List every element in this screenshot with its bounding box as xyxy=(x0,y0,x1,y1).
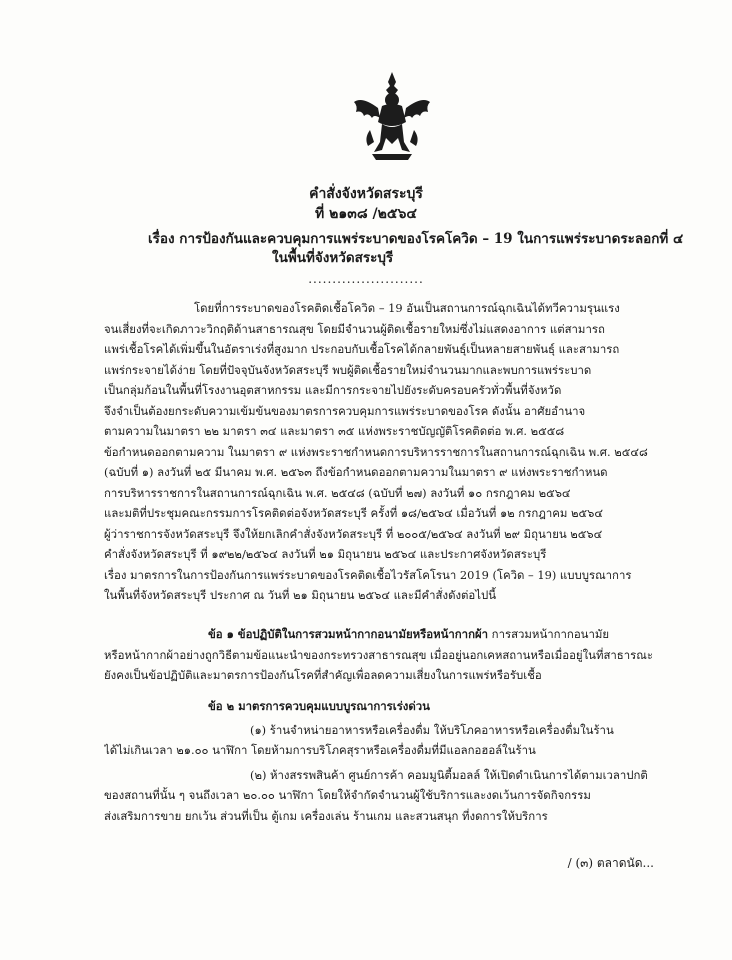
preamble-line: ข้อกำหนดออกตามความ ในมาตรา ๙ แห่งพระราชกำหนดการบริหารราชการในสถานการณ์ฉุกเฉิน พ.ศ. ๒๕๔๘ xyxy=(104,444,648,459)
preamble-line: (ฉบับที่ ๑) ลงวันที่ ๒๕ มีนาคม พ.ศ. ๒๕๖๓ ถึงข้อกำหนดออกตามความในมาตรา ๙ แห่งพระราชกำหนด xyxy=(104,465,608,479)
preamble-paragraph xyxy=(104,298,654,606)
preamble-line: เป็นกลุ่มก้อนในพื้นที่โรงงานอุตสาหกรรม และมีการกระจายไปยังระดับครอบครัวทั่วพื้นที่จังหวัด xyxy=(104,383,562,397)
preamble-line: การบริหารราชการในสถานการณ์ฉุกเฉิน พ.ศ. ๒๕๔๘ (ฉบับที่ ๒๗) ลงวันที่ ๑๐ กรกฎาคม ๒๕๖๔ xyxy=(104,485,571,500)
preamble-line: และมติที่ประชุมคณะกรรมการโรคติดต่อจังหวัดสระบุรี ครั้งที่ ๑๘/๒๕๖๔ เมื่อวันที่ ๑๒ กรกฎาคม ๒๕๖๔ xyxy=(104,506,603,520)
preamble-line: คำสั่งจังหวัดสระบุรี ที่ ๑๙๒๒/๒๕๖๔ ลงวันที่ ๒๑ มิถุนายน ๒๕๖๔ และประกาศจังหวัดสระบุรี xyxy=(104,547,547,561)
order-subject xyxy=(148,230,708,268)
preamble-line: ตามความในมาตรา ๒๒ มาตรา ๓๔ และมาตรา ๓๕ แห่งพระราชบัญญัติโรคติดต่อ พ.ศ. ๒๕๕๘ xyxy=(104,424,565,438)
preamble-line: แพร่กระจายได้ง่าย โดยที่ปัจจุบันจังหวัดสระบุรี พบผู้ติดเชื้อรายใหม่จำนวนมากและพบการแพร่ระบาด xyxy=(104,362,592,377)
order-header xyxy=(0,184,732,224)
clause-1-lead: การสวมหน้ากากอนามัย xyxy=(488,627,610,641)
preamble-line: เรื่อง มาตรการในการป้องกันการแพร่ระบาดของโรคติดเชื้อไวรัสโคโรนา 2019 (โควิด – 19) แบบบูรณาการ xyxy=(104,567,632,582)
preamble-line: ในพื้นที่จังหวัดสระบุรี ประกาศ ณ วันที่ ๒๑ มิถุนายน ๒๕๖๔ และมีคำสั่งดังต่อไปนี้ xyxy=(104,588,497,602)
preamble-line: โดยที่การระบาดของโรคติดเชื้อโควิด – 19 อันเป็นสถานการณ์ฉุกเฉินได้ทวีความรุนแรง xyxy=(194,301,620,315)
clause-1-first-line xyxy=(104,624,654,645)
clause-2-item-2-line: (๒) ห้างสรรพสินค้า ศูนย์การค้า คอมมูนิตี้มอลล์ ให้เปิดดำเนินการได้ตามเวลาปกติ xyxy=(250,767,648,782)
preamble-line: แพร่เชื้อโรคได้เพิ่มขึ้นในอัตราเร่งที่สูงมาก ประกอบกับเชื้อโรคได้กลายพันธุ์เป็นหลายสายพันธุ์ และสามารถ xyxy=(104,342,620,356)
preamble-line: ผู้ว่าราชการจังหวัดสระบุรี จึงให้ยกเลิกคำสั่งจังหวัดสระบุรี ที่ ๒๐๐๕/๒๕๖๔ ลงวันที่ ๒๙ มิถุนายน ๒๕๖๔ xyxy=(104,526,603,541)
subject-line-2: ในพื้นที่จังหวัดสระบุรี xyxy=(272,250,394,266)
clause-2-item-1-line: (๑) ร้านจำหน่ายอาหารหรือเครื่องดื่ม ให้บริโภคอาหารหรือเครื่องดื่มในร้าน xyxy=(250,722,614,737)
clause-2-item-2-line: ส่งเสริมการขาย ยกเว้น ส่วนที่เป็น ตู้เกม เครื่องเล่น ร้านเกม และสวนสนุก ที่งดการให้บริการ xyxy=(104,808,548,823)
subject-line-1: เรื่อง การป้องกันและควบคุมการแพร่ระบาดของโรคโควิด – 19 ในการแพร่ระบาดระลอกที่ ๔ xyxy=(148,231,684,247)
clause-1 xyxy=(104,624,654,686)
preamble-line: จึงจำเป็นต้องยกระดับความเข้มข้นของมาตรการควบคุมการแพร่ระบาดของโรค ดังนั้น อาศัยอำนาจ xyxy=(104,403,586,418)
clause-2-title: ข้อ ๒ มาตรการควบคุมแบบบูรณาการเร่งด่วน xyxy=(208,699,430,713)
clause-1-line: หรือหน้ากากผ้าอย่างถูกวิธีตามข้อแนะนำของกระทรวงสาธารณสุข เมื่ออยู่นอกเคหสถานหรือเมื่ออยู่ในที่สาธารณะ xyxy=(104,647,653,662)
clause-2-item-2-line: ของสถานที่นั้น ๆ จนถึงเวลา ๒๐.๐๐ นาฬิกา โดยให้จำกัดจำนวนผู้ใช้บริการและงดเว้นการจัดกิจกรรม xyxy=(104,788,591,802)
order-number: ที่ ๒๑๓๘ /๒๕๖๔ xyxy=(315,206,417,222)
continuation-footer: / (๓) ตลาดนัด... xyxy=(567,856,654,870)
order-title: คำสั่งจังหวัดสระบุรี xyxy=(309,186,423,202)
separator-dots: ........................ xyxy=(308,272,424,286)
garuda-emblem-icon xyxy=(352,72,432,168)
preamble-line: จนเสี่ยงที่จะเกิดภาวะวิกฤติด้านสาธารณสุข โดยมีจำนวนผู้ติดเชื้อรายใหม่ซึ่งไม่แสดงอาการ แต่สามารถ xyxy=(104,321,605,336)
clause-1-title: ข้อ ๑ ข้อปฏิบัติในการสวมหน้ากากอนามัยหรือหน้ากากผ้า xyxy=(208,627,489,641)
clause-2 xyxy=(104,696,654,826)
clause-2-item-1-line: ได้ไม่เกินเวลา ๒๑.๐๐ นาฬิกา โดยห้ามการบริโภคสุราหรือเครื่องดื่มที่มีแอลกอฮอล์ในร้าน xyxy=(104,743,536,757)
clause-1-line: ยังคงเป็นข้อปฏิบัติและมาตรการป้องกันโรคที่สำคัญเพื่อลดความเสี่ยงในการแพร่หรือรับเชื้อ xyxy=(104,668,542,682)
